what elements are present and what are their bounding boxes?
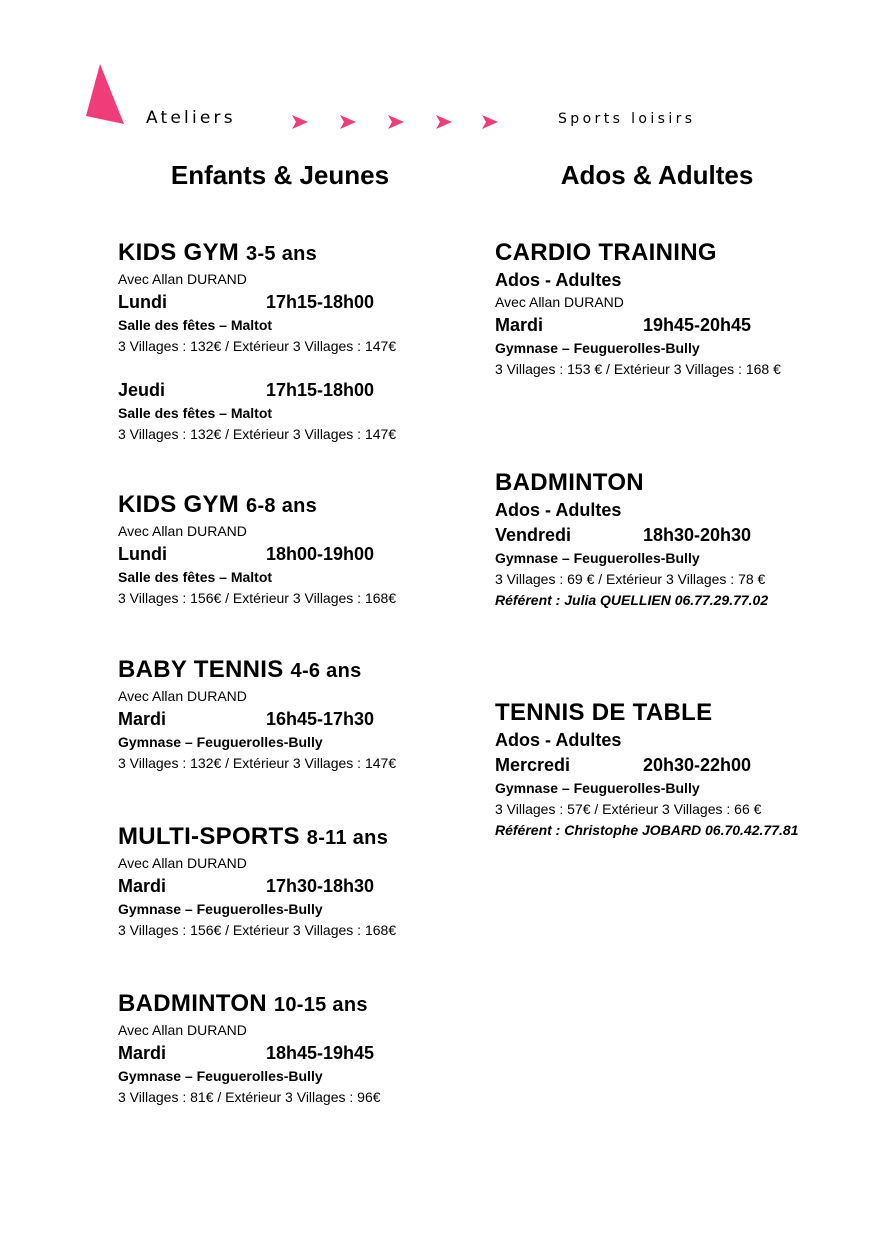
session-venue: Salle des fêtes – Maltot (118, 405, 273, 421)
activity-name: TENNIS DE TABLE (495, 699, 713, 726)
session-venue: Gymnase – Feuguerolles-Bully (118, 1068, 323, 1084)
arrow-icon (482, 115, 498, 129)
activity-name: CARDIO TRAINING (495, 239, 717, 266)
column-title-adultes: Ados & Adultes (560, 160, 754, 190)
session-price: 3 Villages : 81€ / Extérieur 3 Villages : 96€ (118, 1089, 381, 1105)
session-price: 3 Villages : 156€ / Extérieur 3 Villages : 168€ (118, 922, 397, 938)
activity-block (118, 655, 478, 774)
session-venue: Gymnase – Feuguerolles-Bully (495, 550, 700, 566)
session-day: Mardi (118, 709, 167, 729)
session (118, 873, 478, 941)
session-day: Mardi (495, 315, 544, 335)
session-price: 3 Villages : 69 € / Extérieur 3 Villages : 78 € (495, 571, 766, 587)
session (118, 289, 478, 357)
session-venue: Salle des fêtes – Maltot (118, 317, 273, 333)
activity-coach: Avec Allan DURAND (495, 294, 624, 310)
activity-block (495, 468, 855, 610)
session-time: 18h45-19h45 (266, 1043, 375, 1063)
session-venue: Salle des fêtes – Maltot (118, 569, 273, 585)
activity-group: Ados - Adultes (495, 730, 622, 750)
activity-coach: Avec Allan DURAND (118, 523, 247, 539)
session-referent: Référent : Julia QUELLIEN 06.77.29.77.02 (495, 592, 769, 608)
session-time: 18h30-20h30 (643, 525, 752, 545)
activity-coach: Avec Allan DURAND (118, 855, 247, 871)
session-price: 3 Villages : 132€ / Extérieur 3 Villages : 147€ (118, 755, 397, 771)
session-time: 18h00-19h00 (266, 544, 375, 564)
activity-coach: Avec Allan DURAND (118, 1022, 247, 1038)
session-time: 17h15-18h00 (266, 380, 375, 400)
activity-name: BABY TENNIS 4-6 ans (118, 656, 362, 683)
activity-group: Ados - Adultes (495, 500, 622, 520)
activity-block (118, 822, 478, 941)
column-title-enfants: Enfants & Jeunes (170, 160, 390, 190)
activity-age: 4-6 ans (290, 660, 362, 682)
activity-age: 10-15 ans (273, 994, 368, 1016)
activity-block (495, 238, 855, 380)
session-time: 19h45-20h45 (643, 315, 752, 335)
activity-block (118, 989, 478, 1108)
session-price: 3 Villages : 132€ / Extérieur 3 Villages : 147€ (118, 426, 397, 442)
activity-name: MULTI-SPORTS 8-11 ans (118, 823, 389, 850)
triangle-logo-icon (86, 64, 126, 126)
arrow-icon (436, 115, 452, 129)
activity-block (495, 698, 855, 840)
session-day: Jeudi (118, 380, 166, 400)
session-time: 20h30-22h00 (643, 755, 752, 775)
session-time: 17h15-18h00 (266, 292, 375, 312)
arrow-icon (292, 115, 308, 129)
session-day: Lundi (118, 544, 167, 564)
session (118, 377, 478, 445)
arrow-icon (388, 115, 404, 129)
activity-age: 8-11 ans (306, 827, 389, 849)
session-price: 3 Villages : 153 € / Extérieur 3 Villages : 168 € (495, 361, 781, 377)
activity-block (118, 238, 478, 445)
session-price: 3 Villages : 156€ / Extérieur 3 Villages : 168€ (118, 590, 397, 606)
activity-name: BADMINTON (495, 469, 644, 496)
session-venue: Gymnase – Feuguerolles-Bully (495, 340, 700, 356)
session-day: Lundi (118, 292, 167, 312)
session-day: Mercredi (495, 755, 571, 775)
session-time: 17h30-18h30 (266, 876, 375, 896)
header-sports-loisirs-label: Sports loisirs (558, 111, 696, 127)
session-venue: Gymnase – Feuguerolles-Bully (118, 901, 323, 917)
arrow-icon (340, 115, 356, 129)
activity-group: Ados - Adultes (495, 270, 622, 290)
session (118, 541, 478, 609)
activity-block (118, 490, 478, 609)
activity-name: BADMINTON 10-15 ans (118, 990, 368, 1017)
activity-coach: Avec Allan DURAND (118, 688, 247, 704)
session-day: Mardi (118, 876, 167, 896)
activity-age: 3-5 ans (246, 243, 318, 265)
arrow-separator-icons (290, 112, 510, 132)
activity-name: KIDS GYM 6-8 ans (118, 491, 318, 518)
activity-age: 6-8 ans (246, 495, 318, 517)
session-day: Vendredi (495, 525, 572, 545)
session-venue: Gymnase – Feuguerolles-Bully (495, 780, 700, 796)
session-day: Mardi (118, 1043, 167, 1063)
session-time: 16h45-17h30 (266, 709, 375, 729)
activity-name: KIDS GYM 3-5 ans (118, 239, 318, 266)
session (118, 1040, 478, 1108)
activity-coach: Avec Allan DURAND (118, 271, 247, 287)
session-price: 3 Villages : 57€ / Extérieur 3 Villages : 66 € (495, 801, 762, 817)
session-venue: Gymnase – Feuguerolles-Bully (118, 734, 323, 750)
session (118, 706, 478, 774)
session-price: 3 Villages : 132€ / Extérieur 3 Villages : 147€ (118, 338, 397, 354)
session-referent: Référent : Christophe JOBARD 06.70.42.77.81 (495, 822, 799, 838)
header-ateliers-label: Ateliers (146, 108, 236, 128)
